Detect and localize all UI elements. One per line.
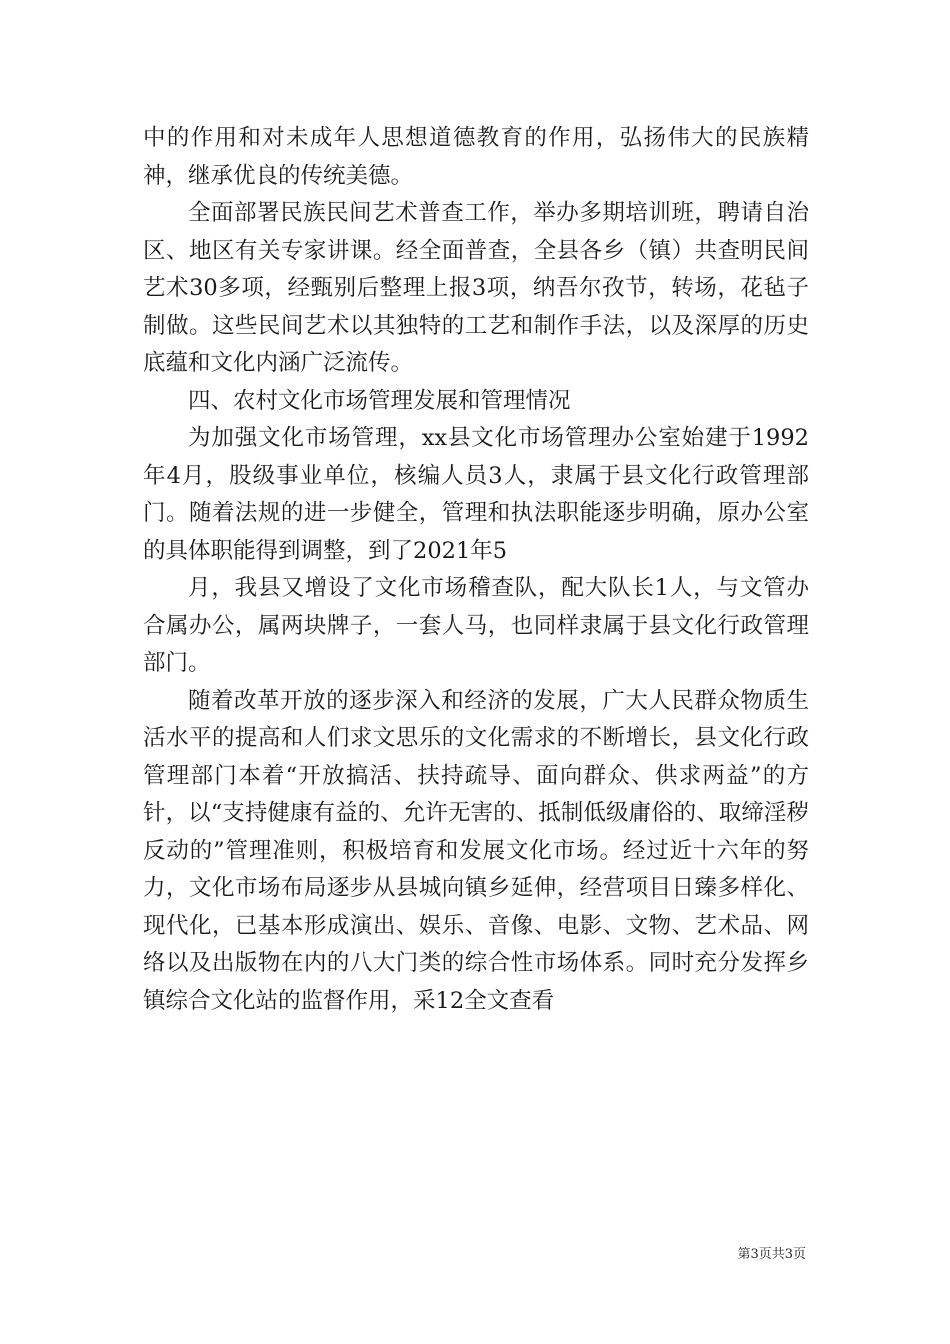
- paragraph-2: 全面部署民族民间艺术普查工作，举办多期培训班，聘请自治区、地区有关专家讲课。经全面普查，全县各乡（镇）共查明民间艺术30多项，经甄别后整理上报3项，纳吾尔孜节，转场，花毡子制做。这些民间艺术以其独特的工艺和制作手法，以及深厚的历史底蕴和文化内涵广泛流传。: [143, 200, 809, 376]
- document-body: [143, 120, 809, 1020]
- section-heading: 四、农村文化市场管理发展和管理情况: [188, 387, 571, 414]
- page-number-footer: 第3页共3页: [737, 1247, 806, 1262]
- paragraph-5: 随着改革开放的逐步深入和经济的发展，广大人民群众物质生活水平的提高和人们求文思乐的文化需求的不断增长，县文化行政管理部门本着“开放搞活、扶持疏导、面向群众、供求两益”的方针，以“支持健康有益的、允许无害的、抵制低级庸俗的、取缔淫秽反动的”管理准则，积极培育和发展文化市场。经过近十六年的努力，文化市场布局逐步从县城向镇乡延伸，经营项目日臻多样化、现代化，已基本形成演出、娱乐、音像、电影、文物、艺术品、网络以及出版物在内的八大门类的综合性市场体系。同时充分发挥乡镇综合文化站的监督作用，采12全文查看: [143, 687, 809, 1014]
- paragraph-1: 中的作用和对未成年人思想道德教育的作用，弘扬伟大的民族精神，继承优良的传统美德。: [143, 125, 809, 189]
- paragraph-3: 为加强文化市场管理，xx县文化市场管理办公室始建于1992年4月，股级事业单位，核编人员3人，隶属于县文化行政管理部门。随着法规的进一步健全，管理和执法职能逐步明确，原办公室的具体职能得到调整，到了2021年5: [143, 425, 809, 564]
- paragraph-4: 月，我县又增设了文化市场稽查队，配大队长1人，与文管办合属办公，属两块牌子，一套人马，也同样隶属于县文化行政管理部门。: [143, 575, 809, 676]
